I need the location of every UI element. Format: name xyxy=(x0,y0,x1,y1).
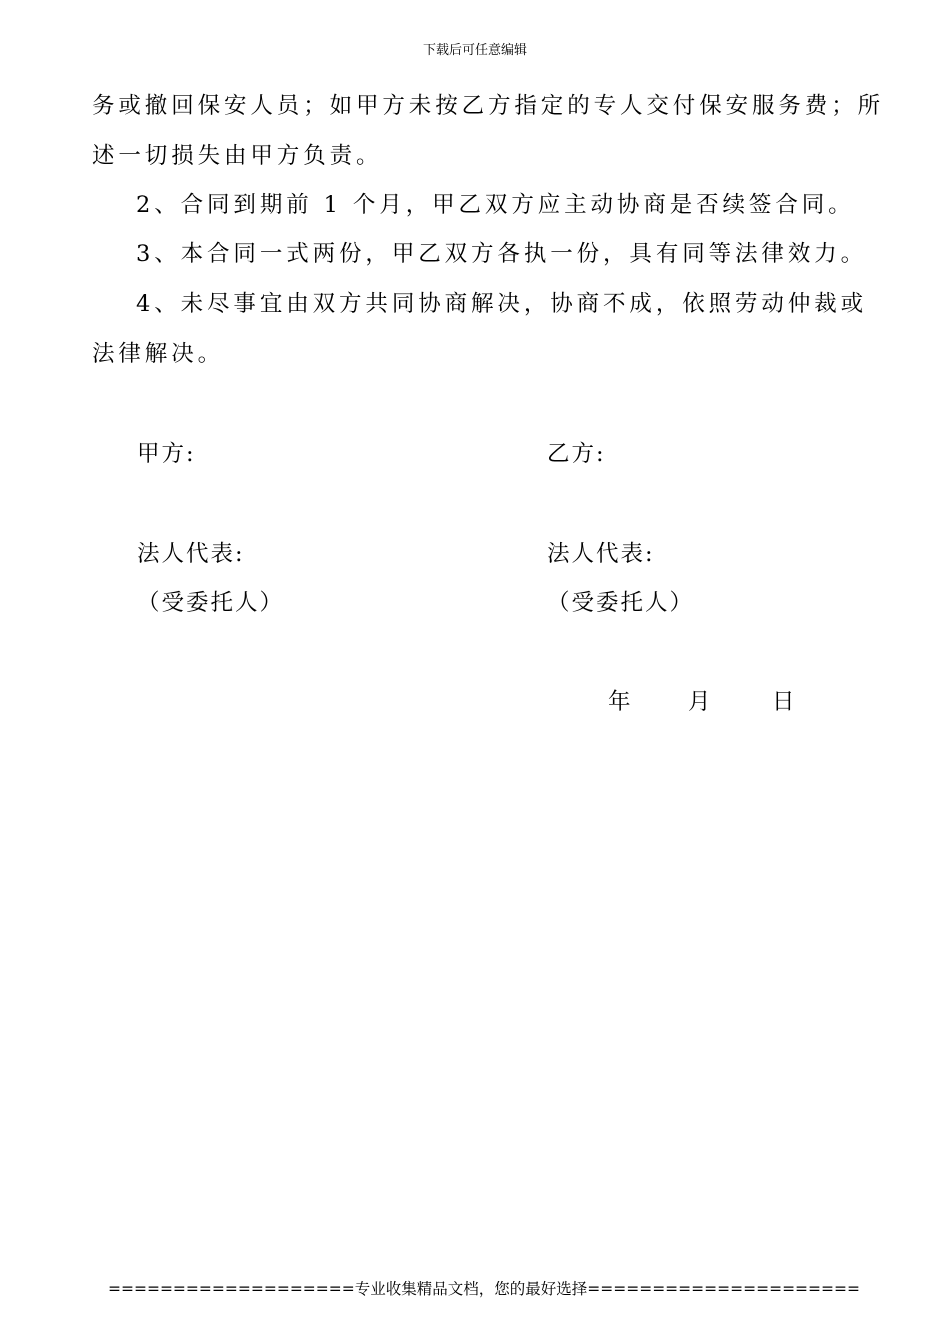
date-year-label: 年 xyxy=(608,689,631,715)
contract-line: 务或撤回保安人员；如甲方未按乙方指定的专人交付保安服务费；所 xyxy=(92,93,885,119)
party-b-proxy-label: （受委托人） xyxy=(547,590,695,616)
party-a-label: 甲方: xyxy=(137,441,196,467)
contract-clause-4: 4、未尽事宜由双方共同协商解决，协商不成，依照劳动仲裁或 xyxy=(136,291,868,317)
contract-clause-3: 3、本合同一式两份，甲乙双方各执一份，具有同等法律效力。 xyxy=(136,241,868,267)
date-month-label: 月 xyxy=(688,689,711,715)
party-b-label: 乙方: xyxy=(547,441,606,467)
header-note: 下载后可任意编辑 xyxy=(422,43,527,58)
party-b-representative-label: 法人代表: xyxy=(547,541,655,567)
footer-note: ===================专业收集精品文档，您的最好选择===================== xyxy=(108,1280,860,1298)
signing-date xyxy=(608,688,795,716)
contract-line: 述一切损失由甲方负责。 xyxy=(92,143,383,169)
party-a-representative-label: 法人代表: xyxy=(137,541,245,567)
party-a-proxy-label: （受委托人） xyxy=(137,590,285,616)
contract-line: 法律解决。 xyxy=(92,341,225,367)
date-day-label: 日 xyxy=(772,689,795,715)
contract-clause-2: 2、合同到期前 1 个月，甲乙双方应主动协商是否续签合同。 xyxy=(136,192,855,218)
